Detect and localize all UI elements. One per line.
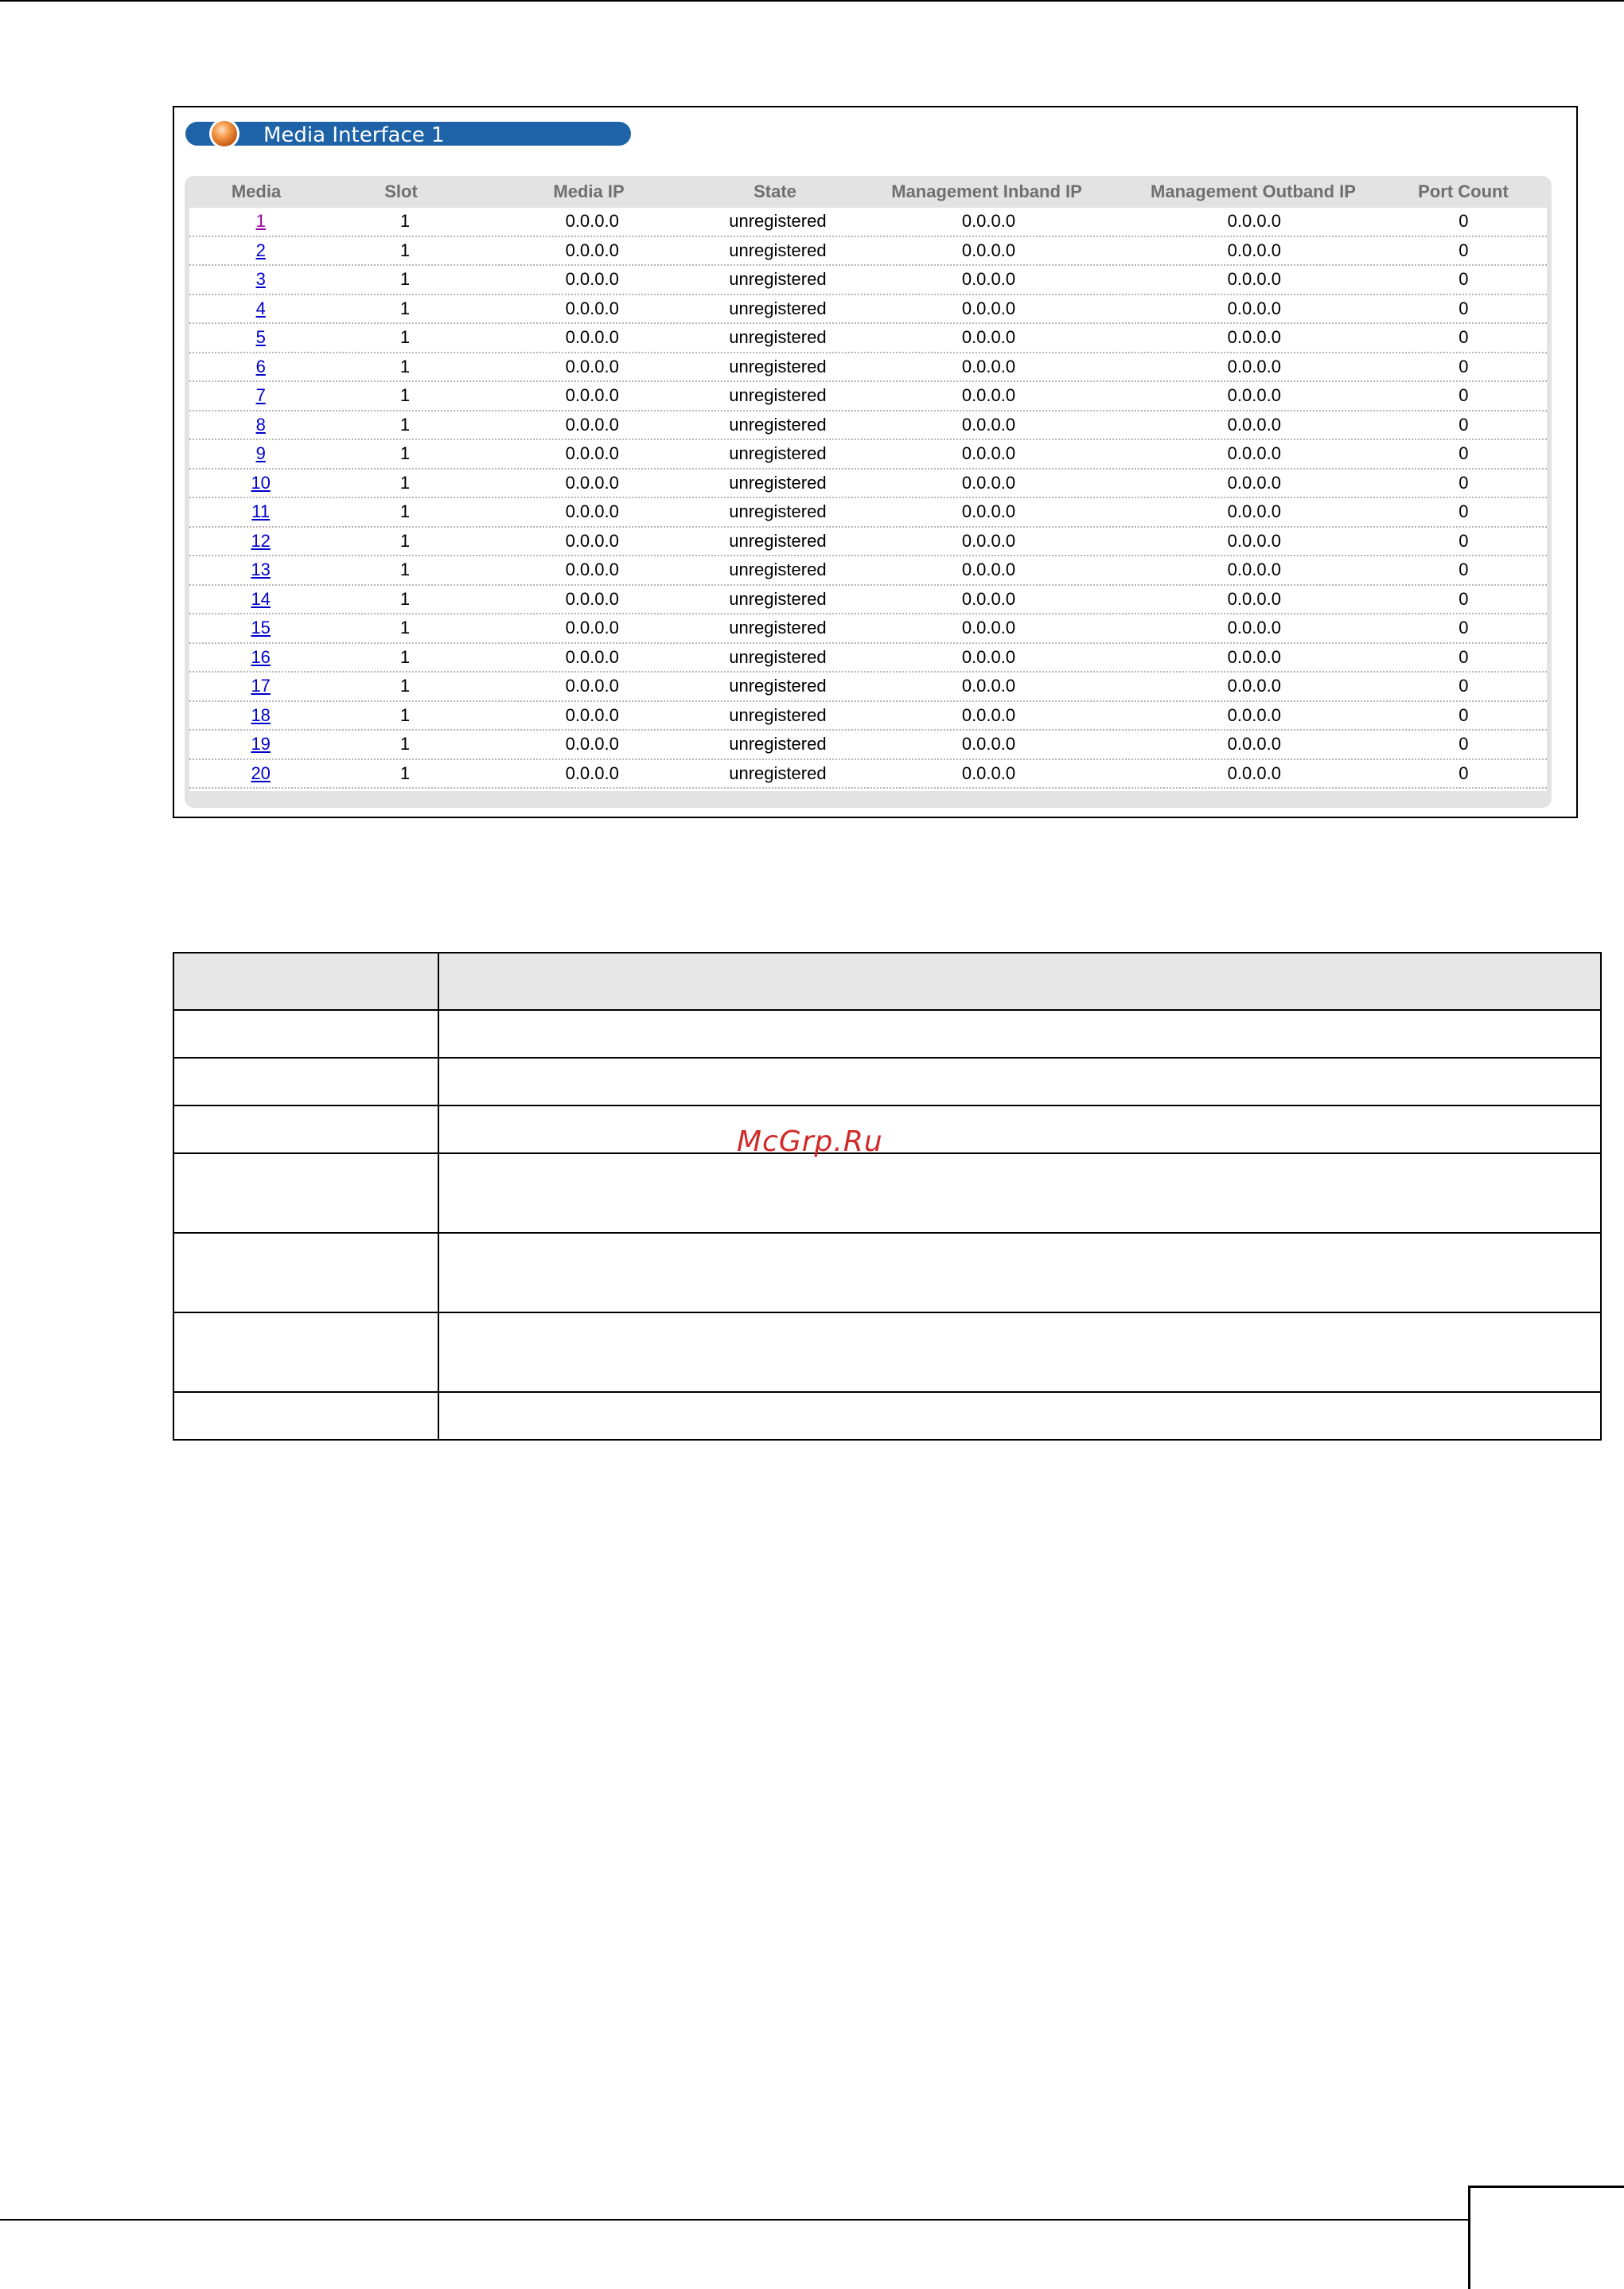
- top-rule: [0, 0, 1624, 2]
- description-header-row: [174, 953, 1600, 1009]
- media-ip-cell: 0.0.0.0: [565, 472, 619, 493]
- table-row: [189, 586, 1547, 615]
- media-ip-cell: 0.0.0.0: [565, 501, 619, 522]
- media-ip-cell: 0.0.0.0: [565, 356, 619, 376]
- description-label: [174, 1011, 439, 1057]
- table-row: [189, 556, 1547, 586]
- port-count-cell: 0: [1458, 704, 1469, 725]
- column-header-media-ip: Media IP: [553, 181, 625, 201]
- port-count-cell: 0: [1458, 530, 1469, 551]
- inband-ip-cell: 0.0.0.0: [961, 211, 1016, 232]
- port-count-cell: 0: [1458, 560, 1469, 580]
- media-ip-cell: 0.0.0.0: [565, 704, 619, 725]
- page-number-box: [1468, 2186, 1624, 2289]
- table-row: [189, 266, 1547, 295]
- description-label: [174, 1234, 439, 1312]
- inband-ip-cell: 0.0.0.0: [961, 704, 1016, 725]
- port-count-cell: 0: [1458, 414, 1469, 435]
- description-text: [439, 1011, 1600, 1057]
- media-ip-cell: 0.0.0.0: [565, 588, 619, 609]
- media-ip-cell: 0.0.0.0: [565, 211, 619, 232]
- media-ip-cell: 0.0.0.0: [565, 385, 619, 406]
- media-link[interactable]: 3: [255, 269, 266, 290]
- screenshot-figure: [173, 106, 1578, 818]
- media-link-cell: [189, 473, 332, 493]
- description-text: [439, 1313, 1600, 1391]
- outband-ip-cell: 0.0.0.0: [1227, 269, 1281, 290]
- port-count-cell: 0: [1458, 327, 1469, 348]
- state-cell: unregistered: [729, 211, 827, 232]
- slot-cell: 1: [399, 676, 411, 696]
- slot-cell: 1: [399, 734, 411, 755]
- column-header-media: Media: [231, 181, 282, 201]
- media-link[interactable]: 6: [255, 356, 266, 376]
- media-link[interactable]: 9: [255, 443, 266, 464]
- outband-ip-cell: 0.0.0.0: [1227, 530, 1281, 551]
- table-row: [189, 760, 1547, 790]
- state-cell: unregistered: [729, 385, 827, 406]
- table-row: [189, 440, 1547, 470]
- media-link-cell: [189, 560, 332, 580]
- port-count-cell: 0: [1458, 443, 1469, 464]
- outband-ip-cell: 0.0.0.0: [1227, 211, 1281, 232]
- media-link-cell: [189, 734, 332, 755]
- table-row: [189, 614, 1547, 644]
- inband-ip-cell: 0.0.0.0: [961, 646, 1016, 667]
- description-label: [174, 1154, 439, 1232]
- table-row: [189, 731, 1547, 760]
- column-header-state: State: [754, 181, 796, 201]
- watermark: McGrp.Ru: [737, 1125, 883, 1158]
- port-count-cell: 0: [1458, 734, 1469, 755]
- panel-title: Media Interface 1: [263, 123, 445, 147]
- media-ip-cell: 0.0.0.0: [565, 298, 619, 318]
- media-link[interactable]: 2: [255, 240, 266, 260]
- media-link-cell: [189, 676, 332, 696]
- media-ip-cell: 0.0.0.0: [565, 240, 619, 260]
- port-count-cell: 0: [1458, 269, 1469, 290]
- table-body: [189, 208, 1547, 791]
- media-link[interactable]: 12: [251, 530, 271, 551]
- slot-cell: 1: [399, 762, 411, 783]
- state-cell: unregistered: [729, 501, 827, 522]
- media-link[interactable]: 1: [255, 211, 266, 232]
- media-ip-cell: 0.0.0.0: [565, 618, 619, 638]
- outband-ip-cell: 0.0.0.0: [1227, 646, 1281, 667]
- slot-cell: 1: [399, 472, 411, 493]
- inband-ip-cell: 0.0.0.0: [961, 676, 1016, 696]
- description-text: [439, 1154, 1600, 1232]
- port-count-cell: 0: [1458, 211, 1469, 232]
- port-count-cell: 0: [1458, 762, 1469, 783]
- state-cell: unregistered: [729, 704, 827, 725]
- media-link-cell: [189, 357, 332, 377]
- description-text: [439, 1234, 1600, 1312]
- outband-ip-cell: 0.0.0.0: [1227, 588, 1281, 609]
- slot-cell: 1: [399, 356, 411, 376]
- media-link-cell: [189, 531, 332, 552]
- state-cell: unregistered: [729, 560, 827, 580]
- table-row: [189, 353, 1547, 383]
- port-count-cell: 0: [1458, 472, 1469, 493]
- slot-cell: 1: [399, 211, 411, 232]
- slot-cell: 1: [399, 530, 411, 551]
- description-table: [173, 952, 1602, 1441]
- inband-ip-cell: 0.0.0.0: [961, 560, 1016, 580]
- port-count-cell: 0: [1458, 588, 1469, 609]
- inband-ip-cell: 0.0.0.0: [961, 240, 1016, 260]
- description-label: [174, 1106, 439, 1152]
- state-cell: unregistered: [729, 443, 827, 464]
- description-row: [174, 1057, 1600, 1105]
- port-count-cell: 0: [1458, 240, 1469, 260]
- column-header-port-count: Port Count: [1418, 181, 1509, 201]
- description-row: [174, 1312, 1600, 1391]
- state-cell: unregistered: [729, 327, 827, 348]
- outband-ip-cell: 0.0.0.0: [1227, 356, 1281, 376]
- inband-ip-cell: 0.0.0.0: [961, 298, 1016, 318]
- slot-cell: 1: [399, 618, 411, 638]
- media-link[interactable]: 11: [251, 501, 271, 522]
- outband-ip-cell: 0.0.0.0: [1227, 618, 1281, 638]
- slot-cell: 1: [399, 646, 411, 667]
- slot-cell: 1: [399, 298, 411, 318]
- media-ip-cell: 0.0.0.0: [565, 734, 619, 755]
- media-link[interactable]: 10: [251, 472, 271, 493]
- media-link-cell: [189, 327, 332, 348]
- port-count-cell: 0: [1458, 501, 1469, 522]
- state-cell: unregistered: [729, 414, 827, 435]
- state-cell: unregistered: [729, 356, 827, 376]
- state-cell: unregistered: [729, 472, 827, 493]
- outband-ip-cell: 0.0.0.0: [1227, 443, 1281, 464]
- media-link[interactable]: 17: [251, 676, 271, 696]
- outband-ip-cell: 0.0.0.0: [1227, 385, 1281, 406]
- slot-cell: 1: [399, 385, 411, 406]
- media-link-cell: [189, 240, 332, 261]
- description-label: [174, 1313, 439, 1391]
- table-row: [189, 528, 1547, 557]
- media-link-cell: [189, 415, 332, 435]
- state-cell: unregistered: [729, 618, 827, 638]
- description-row: [174, 1391, 1600, 1439]
- inband-ip-cell: 0.0.0.0: [961, 588, 1016, 609]
- media-link[interactable]: 14: [251, 588, 271, 609]
- outband-ip-cell: 0.0.0.0: [1227, 240, 1281, 260]
- media-link-cell: [189, 298, 332, 319]
- inband-ip-cell: 0.0.0.0: [961, 269, 1016, 290]
- description-row: [174, 1105, 1600, 1152]
- media-link[interactable]: 5: [255, 327, 266, 348]
- inband-ip-cell: 0.0.0.0: [961, 385, 1016, 406]
- panel-title-bar: [185, 122, 631, 146]
- column-header-inband-ip: Management Inband IP: [891, 181, 1082, 201]
- slot-cell: 1: [399, 560, 411, 580]
- table-row: [189, 673, 1547, 702]
- media-ip-cell: 0.0.0.0: [565, 646, 619, 667]
- inband-ip-cell: 0.0.0.0: [961, 762, 1016, 783]
- media-link[interactable]: 19: [251, 734, 271, 755]
- state-cell: unregistered: [729, 734, 827, 755]
- outband-ip-cell: 0.0.0.0: [1227, 327, 1281, 348]
- table-header: [185, 176, 1552, 208]
- outband-ip-cell: 0.0.0.0: [1227, 472, 1281, 493]
- orange-orb-icon: [208, 117, 241, 150]
- port-count-cell: 0: [1458, 298, 1469, 318]
- table-row: [189, 702, 1547, 731]
- outband-ip-cell: 0.0.0.0: [1227, 734, 1281, 755]
- port-count-cell: 0: [1458, 618, 1469, 638]
- column-header-slot: Slot: [384, 181, 418, 201]
- inband-ip-cell: 0.0.0.0: [961, 501, 1016, 522]
- outband-ip-cell: 0.0.0.0: [1227, 560, 1281, 580]
- media-ip-cell: 0.0.0.0: [565, 560, 619, 580]
- media-link-cell: [189, 385, 332, 406]
- port-count-cell: 0: [1458, 676, 1469, 696]
- description-label: [174, 1393, 439, 1439]
- description-label: [174, 953, 439, 1009]
- table-row: [189, 644, 1547, 673]
- media-ip-cell: 0.0.0.0: [565, 676, 619, 696]
- slot-cell: 1: [399, 501, 411, 522]
- media-ip-cell: 0.0.0.0: [565, 443, 619, 464]
- outband-ip-cell: 0.0.0.0: [1227, 762, 1281, 783]
- description-text: [439, 953, 1600, 1009]
- inband-ip-cell: 0.0.0.0: [961, 443, 1016, 464]
- table-row: [189, 237, 1547, 267]
- state-cell: unregistered: [729, 676, 827, 696]
- port-count-cell: 0: [1458, 356, 1469, 376]
- outband-ip-cell: 0.0.0.0: [1227, 676, 1281, 696]
- table-row: [189, 498, 1547, 528]
- inband-ip-cell: 0.0.0.0: [961, 414, 1016, 435]
- media-link-cell: [189, 211, 332, 232]
- table-row: [189, 382, 1547, 411]
- description-text: [439, 1393, 1600, 1439]
- column-header-outband-ip: Management Outband IP: [1151, 181, 1356, 201]
- port-count-cell: 0: [1458, 646, 1469, 667]
- slot-cell: 1: [399, 704, 411, 725]
- state-cell: unregistered: [729, 646, 827, 667]
- table-row: [189, 208, 1547, 237]
- table-row: [189, 295, 1547, 325]
- description-row: [174, 1009, 1600, 1057]
- media-link[interactable]: 20: [251, 762, 271, 783]
- media-link-cell: [189, 269, 332, 290]
- description-text: [439, 1059, 1600, 1105]
- state-cell: unregistered: [729, 588, 827, 609]
- state-cell: unregistered: [729, 530, 827, 551]
- slot-cell: 1: [399, 269, 411, 290]
- inband-ip-cell: 0.0.0.0: [961, 356, 1016, 376]
- bottom-rule: [0, 2219, 1468, 2221]
- inband-ip-cell: 0.0.0.0: [961, 530, 1016, 551]
- outband-ip-cell: 0.0.0.0: [1227, 704, 1281, 725]
- description-text: [439, 1106, 1600, 1152]
- table-row: [189, 470, 1547, 499]
- media-link[interactable]: 15: [251, 618, 271, 638]
- table-row: [189, 324, 1547, 353]
- media-ip-cell: 0.0.0.0: [565, 414, 619, 435]
- description-label: [174, 1059, 439, 1105]
- slot-cell: 1: [399, 588, 411, 609]
- inband-ip-cell: 0.0.0.0: [961, 327, 1016, 348]
- media-link-cell: [189, 589, 332, 610]
- media-link-cell: [189, 763, 332, 784]
- slot-cell: 1: [399, 443, 411, 464]
- media-ip-cell: 0.0.0.0: [565, 269, 619, 290]
- slot-cell: 1: [399, 240, 411, 260]
- media-link-cell: [189, 501, 332, 522]
- state-cell: unregistered: [729, 298, 827, 318]
- media-link[interactable]: 4: [255, 298, 266, 318]
- description-row: [174, 1232, 1600, 1312]
- media-link[interactable]: 18: [251, 704, 271, 725]
- media-link[interactable]: 7: [255, 385, 266, 406]
- slot-cell: 1: [399, 327, 411, 348]
- port-count-cell: 0: [1458, 385, 1469, 406]
- state-cell: unregistered: [729, 762, 827, 783]
- description-row: [174, 1152, 1600, 1232]
- inband-ip-cell: 0.0.0.0: [961, 618, 1016, 638]
- media-ip-cell: 0.0.0.0: [565, 327, 619, 348]
- media-link-cell: [189, 705, 332, 726]
- outband-ip-cell: 0.0.0.0: [1227, 501, 1281, 522]
- outband-ip-cell: 0.0.0.0: [1227, 414, 1281, 435]
- media-ip-cell: 0.0.0.0: [565, 762, 619, 783]
- media-link-cell: [189, 618, 332, 638]
- inband-ip-cell: 0.0.0.0: [961, 472, 1016, 493]
- outband-ip-cell: 0.0.0.0: [1227, 298, 1281, 318]
- inband-ip-cell: 0.0.0.0: [961, 734, 1016, 755]
- state-cell: unregistered: [729, 269, 827, 290]
- media-link-cell: [189, 443, 332, 464]
- media-link-cell: [189, 647, 332, 668]
- media-ip-cell: 0.0.0.0: [565, 530, 619, 551]
- media-link[interactable]: 8: [255, 414, 266, 435]
- state-cell: unregistered: [729, 240, 827, 260]
- table-row: [189, 411, 1547, 441]
- media-link[interactable]: 16: [251, 646, 271, 667]
- media-link[interactable]: 13: [251, 560, 271, 580]
- media-table: [185, 176, 1552, 808]
- slot-cell: 1: [399, 414, 411, 435]
